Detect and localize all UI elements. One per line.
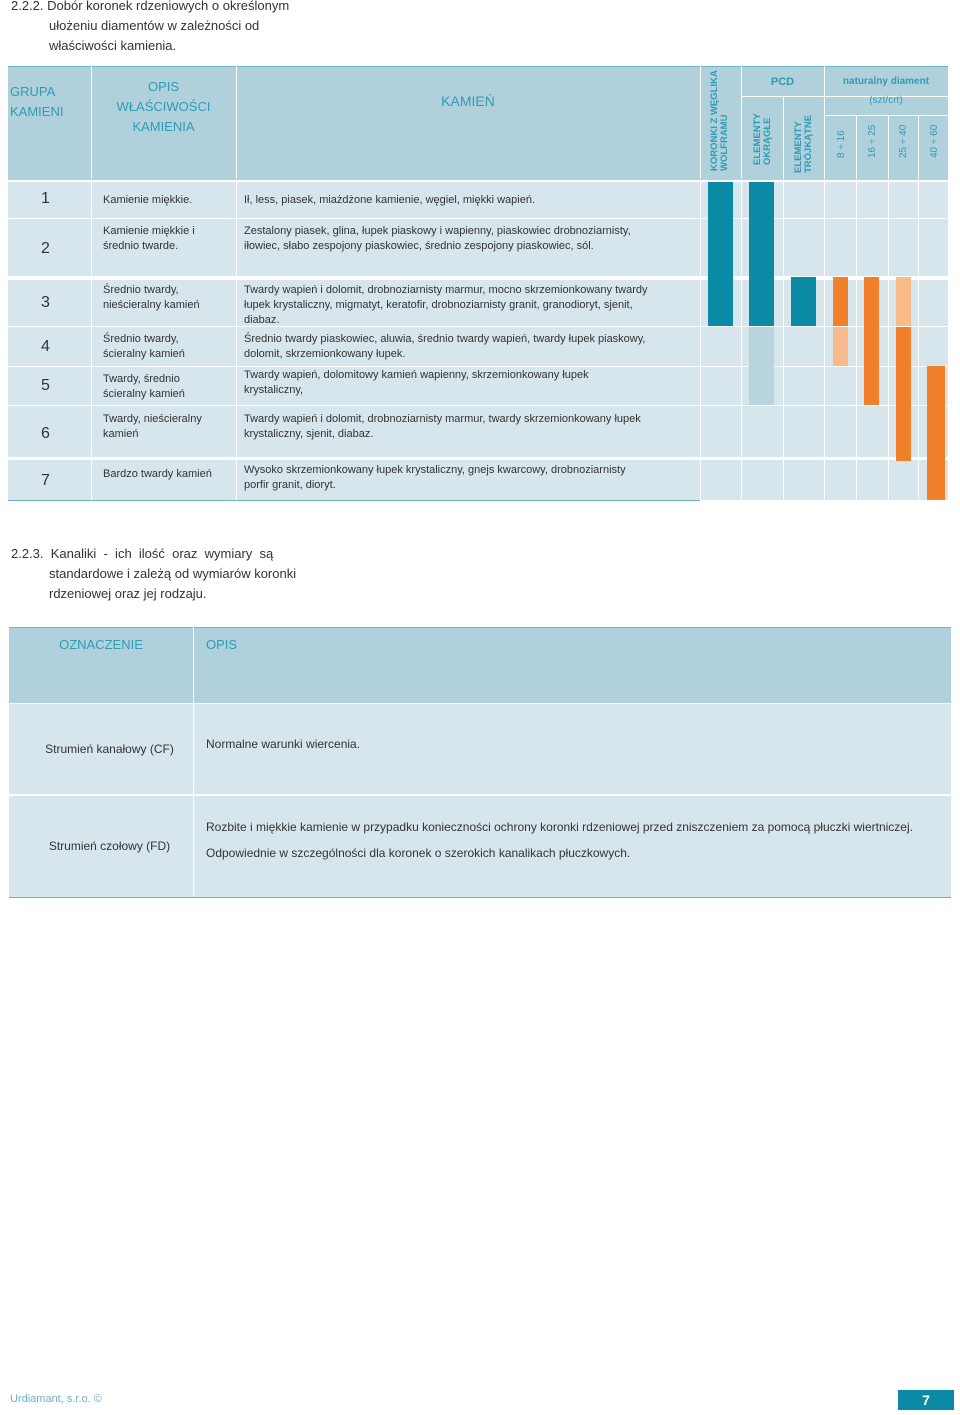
footer-company: Urdiamant, s.r.o. © <box>10 1393 102 1405</box>
row1-num: 1 <box>41 190 50 207</box>
row6-opis <box>103 412 202 442</box>
header-trojkatne-line1: ELEMENTY <box>793 121 804 173</box>
header-range-2: 16 ÷ 25 <box>867 124 878 158</box>
row5-opis-line2: ścieralny kamień <box>103 388 185 400</box>
row4-opis-line1: Średnio twardy, <box>103 333 179 345</box>
row2-opis-line2: średnio twarde. <box>103 240 179 252</box>
row6-kamien-line1: Twardy wapień i dolomit, drobnoziarnisty marmur, twardy skrzemionkowany łupek <box>244 413 641 425</box>
row5-kamien-line2: krystaliczny, <box>244 384 304 396</box>
header-naturalny: naturalny diament <box>842 76 930 87</box>
row4-opis <box>103 332 185 362</box>
header-opis <box>91 77 236 137</box>
row5-kamien <box>244 368 589 398</box>
row7-num: 7 <box>41 472 50 489</box>
row4-num: 4 <box>41 338 50 355</box>
section-heading-1-line1: 2.2.2. Dobór koronek rdzeniowych o określonym <box>11 0 290 13</box>
header-opis-line1: OPIS <box>147 79 180 94</box>
header-okragle-line1: ELEMENTY <box>752 113 763 165</box>
row-fd-desc2: Odpowiednie w szczególności dla koronek o szerokich kanalikach płuczkowych. <box>206 846 631 860</box>
section-heading-2-line1: 2.2.3. Kanaliki - ich ilość oraz wymiary są <box>11 546 274 561</box>
row2-kamien-line2: iłowiec, słabo zespojony piaskowiec, średnio zespojony piaskowiec, sól. <box>244 240 594 252</box>
page-number: 7 <box>898 1390 954 1410</box>
row6-num: 6 <box>41 425 50 442</box>
row6-opis-line1: Twardy, nieścieralny <box>103 413 202 425</box>
header-grupa-line1: GRUPA <box>10 84 56 99</box>
bar-koronki <box>708 182 733 326</box>
header-opis-line3: KAMIENIA <box>132 119 195 134</box>
row3-kamien-line1: Twardy wapień i dolomit, drobnoziarnisty marmur, mocno skrzemionkowany twardy <box>244 284 648 296</box>
row-cf-name: Strumień kanałowy (CF) <box>45 742 174 756</box>
row7-kamien-line1: Wysoko skrzemionkowany łupek krystaliczny, gnejs kwarcowy, drobnoziarnisty <box>244 464 626 476</box>
header-okragle-line2: OKRĄGŁE <box>762 117 773 165</box>
row5-kamien-line1: Twardy wapień, dolomitowy kamień wapienny, skrzemionkowany łupek <box>244 369 589 381</box>
row-fd-name: Strumień czołowy (FD) <box>48 839 171 853</box>
row4-opis-line2: ścieralny kamień <box>103 348 185 360</box>
bar-range1 <box>833 277 848 326</box>
row7-opis: Bardzo twardy kamień <box>103 468 212 480</box>
section-heading-1-line2: ułożeniu diamentów w zależności od <box>49 18 260 33</box>
header-koronki <box>710 70 730 171</box>
header-koronki-line2: WOLFRAMU <box>719 114 730 171</box>
row4-kamien-line1: Średnio twardy piaskowiec, aluwia, średnio twardy wapień, twardy łupek piaskowy, <box>244 333 646 345</box>
row2-opis <box>103 224 195 254</box>
row5-opis-line1: Twardy, średnio <box>103 373 180 385</box>
header-pcd: PCD <box>770 76 795 88</box>
row2-opis-line1: Kamienie miękkie i <box>103 225 195 237</box>
row5-num: 5 <box>41 377 50 394</box>
bar-range1-light <box>833 327 848 366</box>
row6-opis-line2: kamień <box>103 428 139 440</box>
row1-kamien: Ił, less, piasek, miażdżone kamienie, węgiel, miękki wapień. <box>244 194 536 206</box>
row2-kamien-line1: Zestalony piasek, glina, łupek piaskowy i wapienny, piaskowiec drobnoziarnisty, <box>244 225 631 237</box>
row-fd-desc1: Rozbite i miękkie kamienie w przypadku konieczności ochrony koronki rdzeniowej przed zniszczeniem za pomocą płuczki wiertniczej. <box>206 820 913 834</box>
header-opis-line2: WŁAŚCIWOŚCI <box>116 99 211 114</box>
bar-trojkatne <box>791 277 816 326</box>
row7-kamien <box>244 463 626 493</box>
header-szt: (szt/crt) <box>869 95 903 106</box>
bar-okragle <box>749 182 774 326</box>
header-okragle <box>753 113 773 165</box>
row2-kamien <box>244 224 631 254</box>
section-heading-1-line3: właściwości kamienia. <box>49 38 177 53</box>
header-koronki-line1: KORONKI Z WĘGLIKA <box>709 70 720 171</box>
section-heading-1 <box>11 0 289 56</box>
row1-opis: Kamienie miękkie. <box>103 194 193 206</box>
row3-num: 3 <box>41 294 50 311</box>
header-opis-2: OPIS <box>206 637 238 652</box>
header-grupa-line2: KAMIENI <box>10 104 64 119</box>
header-trojkatne-line2: TRÓJKĄTNE <box>803 114 814 173</box>
row-cf-desc: Normalne warunki wiercenia. <box>206 737 361 751</box>
header-range-1: 8 ÷ 16 <box>836 130 847 158</box>
row3-opis-line1: Średnio twardy, <box>103 284 179 296</box>
row4-kamien <box>244 332 645 362</box>
header-range-3: 25 ÷ 40 <box>898 124 909 158</box>
header-range-4: 40 ÷ 60 <box>929 124 940 158</box>
row3-kamien-line2: łupek krystaliczny, migmatyt, keratofir, drobnoziarnisty granit, granodioryt, sjenit, <box>244 299 633 311</box>
header-grupa <box>8 82 64 122</box>
row3-opis <box>103 283 200 313</box>
row4-kamien-line2: dolomit, skrzemionkowany łupek. <box>244 348 406 360</box>
header-oznaczenie: OZNACZENIE <box>59 637 143 652</box>
section-heading-2 <box>11 544 296 604</box>
row3-kamien <box>244 283 648 328</box>
row7-kamien-line2: porfir granit, dioryt. <box>244 479 336 491</box>
bar-range4 <box>927 366 945 500</box>
row6-kamien-line2: krystaliczny, sjenit, diabaz. <box>244 428 374 440</box>
row5-opis <box>103 372 185 402</box>
row6-kamien <box>244 412 641 442</box>
row3-kamien-line3: diabaz. <box>244 314 280 326</box>
bar-range3-light <box>896 277 911 326</box>
bar-okragle-light <box>749 327 774 405</box>
header-trojkatne <box>794 115 814 173</box>
row3-opis-line2: nieścieralny kamień <box>103 299 200 311</box>
section-heading-2-line2: standardowe i zależą od wymiarów koronki <box>49 566 297 581</box>
section-heading-2-line3: rdzeniowej oraz jej rodzaju. <box>49 586 207 601</box>
bar-range2 <box>864 277 879 405</box>
header-kamien: KAMIEŃ <box>441 93 495 109</box>
row2-num: 2 <box>41 240 50 257</box>
bar-range3 <box>896 327 911 461</box>
